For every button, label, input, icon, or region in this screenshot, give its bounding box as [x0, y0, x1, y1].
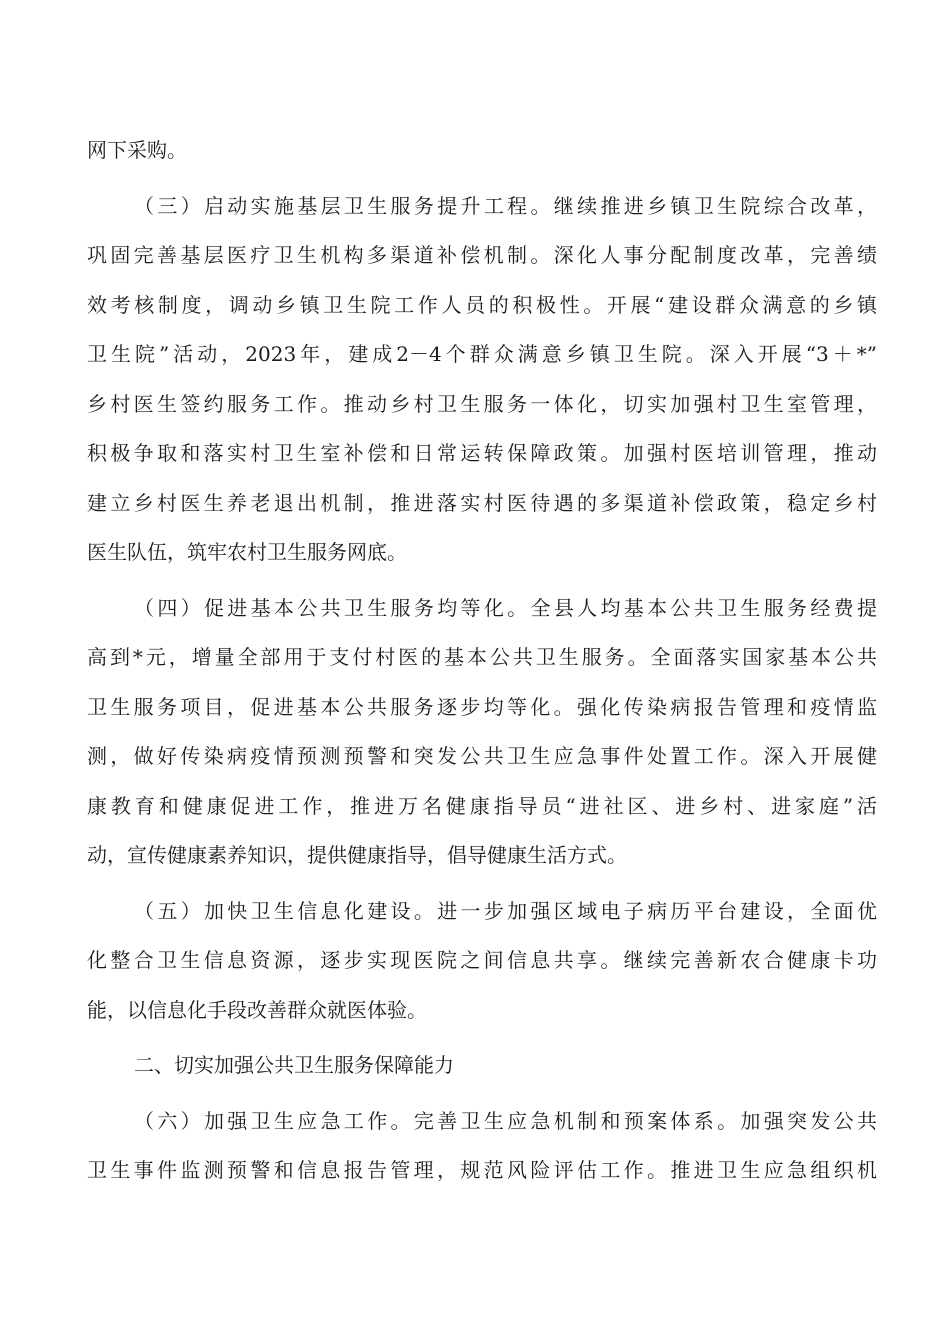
text-line: 测，做好传染病疫情预测预警和突发公共卫生应急事件处置工作。深入开展健 — [87, 744, 877, 768]
text-line: 乡村医生签约服务工作。推动乡村卫生服务一体化，切实加强村卫生室管理， — [87, 392, 877, 416]
text-line: 卫生院”活动，2023年，建成2－4个群众满意乡镇卫生院。深入开展“3＋*” — [87, 342, 877, 366]
text-line: 巩固完善基层医疗卫生机构多渠道补偿机制。深化人事分配制度改革，完善绩 — [87, 243, 877, 267]
text-line: 高到*元，增量全部用于支付村医的基本公共卫生服务。全面落实国家基本公共 — [87, 645, 877, 669]
section-heading-2: 二、切实加强公共卫生服务保障能力 — [134, 1053, 454, 1077]
text-line: 积极争取和落实村卫生室补偿和日常运转保障政策。加强村医培训管理，推动 — [87, 441, 877, 465]
text-line: 化整合卫生信息资源，逐步实现医院之间信息共享。继续完善新农合健康卡功 — [87, 948, 877, 972]
text-line: 建立乡村医生养老退出机制，推进落实村医待遇的多渠道补偿政策，稳定乡村 — [87, 491, 877, 515]
text-line: 卫生服务项目，促进基本公共服务逐步均等化。强化传染病报告管理和疫情监 — [87, 695, 877, 719]
text-line: 医生队伍，筑牢农村卫生服务网底。 — [87, 540, 407, 564]
section-6-first-line: （六）加强卫生应急工作。完善卫生应急机制和预案体系。加强突发公共 — [134, 1109, 877, 1133]
text-line: 卫生事件监测预警和信息报告管理，规范风险评估工作。推进卫生应急组织机 — [87, 1158, 877, 1182]
text-line: 网下采购。 — [87, 138, 187, 162]
section-3-first-line: （三）启动实施基层卫生服务提升工程。继续推进乡镇卫生院综合改革， — [134, 194, 877, 218]
section-5-first-line: （五）加快卫生信息化建设。进一步加强区域电子病历平台建设，全面优 — [134, 899, 877, 923]
text-line: 效考核制度，调动乡镇卫生院工作人员的积极性。开展“建设群众满意的乡镇 — [87, 293, 877, 317]
text-line: 能，以信息化手段改善群众就医体验。 — [87, 998, 427, 1022]
text-line: 动，宣传健康素养知识，提供健康指导，倡导健康生活方式。 — [87, 843, 627, 867]
section-4-first-line: （四）促进基本公共卫生服务均等化。全县人均基本公共卫生服务经费提 — [134, 596, 877, 620]
text-line: 康教育和健康促进工作，推进万名健康指导员“进社区、进乡村、进家庭”活 — [87, 794, 877, 818]
